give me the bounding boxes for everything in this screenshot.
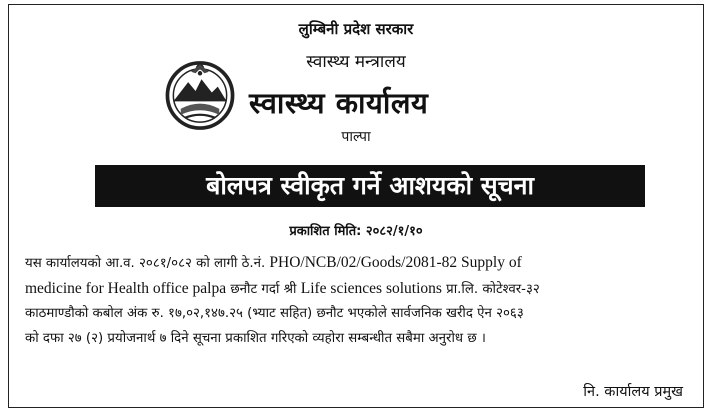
body-line-3: काठमाण्डौको कबोल अंक रु. १७,०२,१४७.२५ (भ्याट सहित) छनौट भएकोले सार्वजनिक खरीद ऐन २०६३ bbox=[25, 306, 524, 321]
body-line-2: medicine for Health office palpa छनौट गर्दा श्री Life sciences solutions प्रा.लि. कोटेश्वर-३२ bbox=[25, 279, 540, 297]
ministry-name: स्वास्थ्य मन्त्रालय bbox=[306, 52, 406, 72]
body-line-1: यस कार्यालयको आ.व. २०८१/०८२ को लागी ठे.नं. PHO/NCB/02/Goods/2081-82 Supply of bbox=[25, 254, 522, 271]
body-line-4: को दफा २७ (२) प्रयोजनार्थ ७ दिने सूचना प्रकाशित गरिएको व्यहोरा सम्बन्धीत सबैमा अनुरोध छ । bbox=[25, 330, 486, 346]
bidder-name: Life sciences solutions bbox=[300, 279, 442, 297]
notice-body bbox=[25, 251, 705, 351]
nepal-emblem-icon bbox=[163, 57, 237, 131]
notice-title-bar bbox=[95, 165, 645, 207]
tender-number: PHO/NCB/02/Goods/2081-82 Supply of bbox=[269, 254, 522, 271]
notice-title: बोलपत्र स्वीकृत गर्ने आशयको सूचना bbox=[206, 171, 534, 200]
published-date: प्रकाशित मिति: २०८२/१/१० bbox=[289, 224, 423, 239]
signoff: नि. कार्यालय प्रमुख bbox=[583, 384, 683, 400]
tender-subject: medicine for Health office palpa bbox=[25, 279, 227, 297]
office-location: पाल्पा bbox=[341, 129, 371, 145]
notice-frame bbox=[8, 4, 704, 408]
government-name: लुम्बिनी प्रदेश सरकार bbox=[298, 20, 414, 38]
office-title: स्वास्थ्य कार्यालय bbox=[249, 86, 429, 120]
